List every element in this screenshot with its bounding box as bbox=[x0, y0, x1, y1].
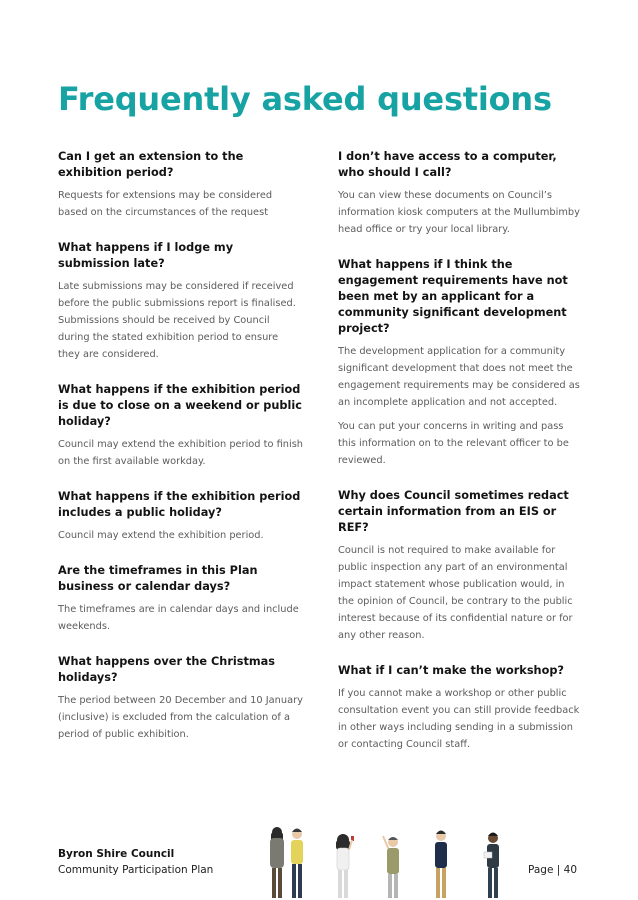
faq-question: What happens if I lodge my submission late? bbox=[58, 241, 234, 270]
faq-item bbox=[58, 654, 303, 743]
faq-item bbox=[338, 488, 583, 644]
faq-answer: The period between 20 December and 10 January (inclusive) is excluded from the calculation of a period of public exhibition. bbox=[58, 695, 303, 740]
faq-question: I don’t have access to a computer, who should I call? bbox=[338, 150, 557, 179]
faq-item bbox=[58, 382, 303, 470]
faq-answer: The development application for a community significant development that does not meet the engagement requirements may be considered as an incomplete application and not accepted. bbox=[338, 346, 580, 408]
faq-answer: Council may extend the exhibition period. bbox=[58, 530, 264, 541]
faq-item bbox=[58, 240, 303, 363]
footer-organisation: Byron Shire Council bbox=[58, 848, 175, 860]
people-illustration bbox=[255, 822, 520, 900]
faq-item bbox=[338, 663, 583, 753]
faq-item bbox=[58, 149, 303, 221]
faq-question: What happens if the exhibition period includes a public holiday? bbox=[58, 490, 301, 519]
faq-answer: Requests for extensions may be considered based on the circumstances of the request bbox=[58, 190, 273, 218]
person-figure bbox=[291, 829, 303, 899]
faq-answer: Council may extend the exhibition period to finish on the first available workday. bbox=[58, 439, 304, 467]
faq-right-column bbox=[338, 149, 583, 772]
footer-page-number: Page | 40 bbox=[528, 864, 577, 876]
faq-answer: You can view these documents on Council’s information kiosk computers at the Mullumbimby head office or try your local library. bbox=[338, 190, 580, 235]
faq-question: What happens if I think the engagement requirements have not been met by an applicant for a community significant development project? bbox=[338, 258, 568, 335]
person-figure bbox=[484, 833, 499, 899]
faq-question: What if I can’t make the workshop? bbox=[338, 664, 564, 677]
faq-item bbox=[58, 489, 303, 544]
person-figure bbox=[383, 836, 399, 898]
footer-document-title: Community Participation Plan bbox=[58, 864, 214, 876]
faq-question: Can I get an extension to the exhibition period? bbox=[58, 150, 244, 179]
faq-question: What happens if the exhibition period is due to close on a weekend or public holiday? bbox=[58, 383, 302, 428]
person-figure bbox=[336, 834, 354, 898]
person-figure bbox=[435, 831, 447, 899]
person-figure bbox=[270, 827, 284, 898]
faq-item bbox=[338, 149, 583, 238]
faq-answer: You can put your concerns in writing and pass this information on to the relevant officer to be reviewed. bbox=[338, 421, 569, 466]
faq-question: Why does Council sometimes redact certain information from an EIS or REF? bbox=[338, 489, 569, 534]
faq-question: Are the timeframes in this Plan business or calendar days? bbox=[58, 564, 258, 593]
faq-answer: If you cannot make a workshop or other public consultation event you can still provide feedback in other ways including sending in a submission or contacting Council staff. bbox=[338, 688, 580, 750]
page-title: Frequently asked questions bbox=[58, 80, 552, 118]
faq-left-column bbox=[58, 149, 303, 762]
faq-question: What happens over the Christmas holidays? bbox=[58, 655, 276, 684]
faq-answer: Council is not required to make available for public inspection any part of an environmental impact statement whose publication would, in the opinion of Council, be contrary to the public interest because of its confidential nature or for any other reason. bbox=[338, 545, 573, 641]
faq-item bbox=[58, 563, 303, 635]
faq-answer: Late submissions may be considered if received before the public submissions report is finalised. Submissions should be received by Council during the stated exhibition period to ensure they are considered. bbox=[58, 281, 296, 360]
faq-answer: The timeframes are in calendar days and include weekends. bbox=[58, 604, 299, 632]
faq-item bbox=[338, 257, 583, 469]
